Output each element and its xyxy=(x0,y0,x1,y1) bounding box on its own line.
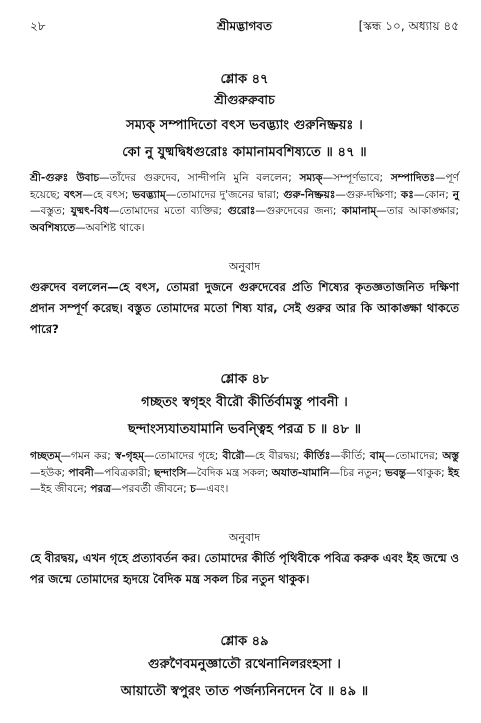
translation-heading: অনুবাদ xyxy=(228,531,261,544)
synonym-word: সম্যক্ xyxy=(299,172,323,184)
synonym-meaning: —পবিত্রকারী; xyxy=(93,466,155,479)
synonym-meaning: —হে বীরদ্বয়; xyxy=(244,450,304,462)
synonym-meaning: —ইহ জীবনে; xyxy=(30,483,91,495)
synonym-meaning: —তোমাদের গৃহে; xyxy=(143,450,223,462)
synonym-word: অস্তু xyxy=(442,450,459,462)
synonym-meaning: —কোন; xyxy=(413,188,453,201)
verse-line: ছন্দাংস্যযাতযামানি ভবন্ত্বিহ পরত্র চ ॥ ৪৮ ॥ xyxy=(127,422,362,437)
verse-speaker: শ্রীগুরুরুবাচ xyxy=(214,92,275,107)
synonym-word: স্ব-গৃহম্ xyxy=(114,450,144,462)
synonym-meaning: —গুরুদেবের জন্য; xyxy=(255,205,342,217)
book-title: শ্রীমদ্ভাগবত xyxy=(216,19,272,33)
synonym-word: অযাত-যামানি xyxy=(271,466,330,479)
synonym-word: কীর্তিঃ xyxy=(303,450,331,462)
canto-chapter-label: [স্কন্ধ ১০, অধ্যায় ৪৫ xyxy=(358,19,459,33)
verse-line: সম্যক্ সম্পাদিতো বৎস ভবদ্ভ্যাং গুরুনিষ্ক্রয়ঃ । xyxy=(126,118,363,133)
synonym-word: বীরৌ xyxy=(222,450,245,462)
synonym-word: যুষ্মৎ-বিধ xyxy=(70,205,109,217)
synonym-word: ইহ xyxy=(448,466,459,479)
synonym-word: বৎস xyxy=(63,188,83,201)
synonym-word: ভবন্তু xyxy=(385,466,407,479)
synonym-meaning: —সম্পূর্ণভাবে; xyxy=(322,172,391,184)
synonym-meaning: —হে বৎস; xyxy=(82,188,133,201)
synonym-word: নু xyxy=(452,188,459,201)
verse-heading: শ্লোক ৪৭ xyxy=(220,72,269,87)
synonym-meaning: —বস্তুত; xyxy=(30,205,71,217)
synonyms-block xyxy=(30,170,459,236)
synonym-word: কামানাম্ xyxy=(341,205,377,217)
synonym-meaning: —অবশিষ্ট থাকে। xyxy=(75,221,145,234)
verse-line: গুরুণৈবমনুজ্ঞাতৌ রথেনানিলরংহসা । xyxy=(148,657,341,672)
synonym-meaning: —বৈদিক মন্ত্র সকল; xyxy=(186,466,272,479)
synonym-word: গচ্ছতম্ xyxy=(30,450,61,462)
synonym-meaning: —কীর্তি; xyxy=(330,450,370,462)
translation-text: হে বীরদ্বয়, এখন গৃহে প্রত্যাবর্তন কর। তোমাদের কীর্তি পৃথিবীকে পবিত্র করুক এবং ইহ জন্মে ও পর জন্মে তোমাদের হৃদয়ে বৈদিক মন্ত্র সকল চির নতুন থাকুক। xyxy=(30,551,459,586)
page-number: ২৮ xyxy=(30,19,46,33)
synonym-meaning: —চির নতুন; xyxy=(329,466,386,479)
verse-line: আয়াতৌ স্বপুরং তাত পর্জন্যনিনদেন বৈ ॥ ৪৯ ॥ xyxy=(120,684,369,699)
synonym-meaning: —থাকুক; xyxy=(406,466,449,479)
synonym-word: চ xyxy=(190,483,196,495)
synonym-word: গুরোঃ xyxy=(227,205,256,217)
synonym-word: শ্রী-গুরুঃ উবাচ xyxy=(30,172,100,184)
synonym-meaning: —গমন কর; xyxy=(60,450,115,462)
synonym-word: পাবনী xyxy=(68,466,94,479)
synonym-meaning: —তোমাদের দু'জনের দ্বারা; xyxy=(165,188,284,201)
synonym-meaning: —তার আকাঙ্ক্ষার; xyxy=(376,205,459,217)
page-header xyxy=(30,18,459,40)
synonym-word: গুরু-নিষ্ক্রয়ঃ xyxy=(283,188,336,201)
synonym-meaning: —গুরু-দক্ষিণা; xyxy=(335,188,401,201)
synonym-word: কঃ xyxy=(400,188,414,201)
synonym-word: সম্পাদিতঃ xyxy=(390,172,436,184)
translation-heading: অনুবাদ xyxy=(228,260,261,273)
synonyms-block xyxy=(30,448,459,498)
synonym-meaning: —হউক; xyxy=(30,466,69,479)
synonym-word: অবশিষ্যতে xyxy=(30,221,76,234)
synonym-word: বাম্ xyxy=(369,450,385,462)
verse-line: গচ্ছতং স্বগৃহং বীরৌ কীর্তির্বামস্তু পাবনী । xyxy=(141,395,348,410)
verse-heading: শ্লোক ৪৯ xyxy=(220,634,269,649)
verse-line: কো নু যুষ্মদ্বিধগুরোঃ কামানামবশিষ্যতে ॥ ৪৭ ॥ xyxy=(122,145,367,160)
synonym-meaning: —পূর্ণ হয়েছে; xyxy=(30,172,459,201)
translation-text: গুরুদেব বললেন—হে বৎস, তোমরা দুজনে গুরুদেবের প্রতি শিষ্যের কৃতজ্ঞতাজনিত দক্ষিণা প্রদান সম্পূর্ণ করেছ। বস্তুত তোমাদের মতো শিষ্য যার, সেই গুরুর আর কি আকাঙ্ক্ষা থাকতে পারে? xyxy=(30,280,459,336)
synonym-meaning: —এবং। xyxy=(195,483,229,495)
synonym-meaning: —তাঁদের গুরুদেব, সান্দীপনি মুনি বললেন; xyxy=(99,172,300,184)
synonym-meaning: —তোমাদের; xyxy=(384,450,443,462)
verse-heading: শ্লোক ৪৮ xyxy=(220,372,269,387)
synonym-word: ছন্দাংসি xyxy=(154,466,187,479)
synonym-word: পরত্র xyxy=(90,483,112,495)
synonym-meaning: —পরবর্তী জীবনে; xyxy=(111,483,191,495)
synonym-meaning: —তোমাদের মতো ব্যক্তির; xyxy=(108,205,228,217)
synonym-word: ভবদ্ভ্যাম্ xyxy=(132,188,166,201)
